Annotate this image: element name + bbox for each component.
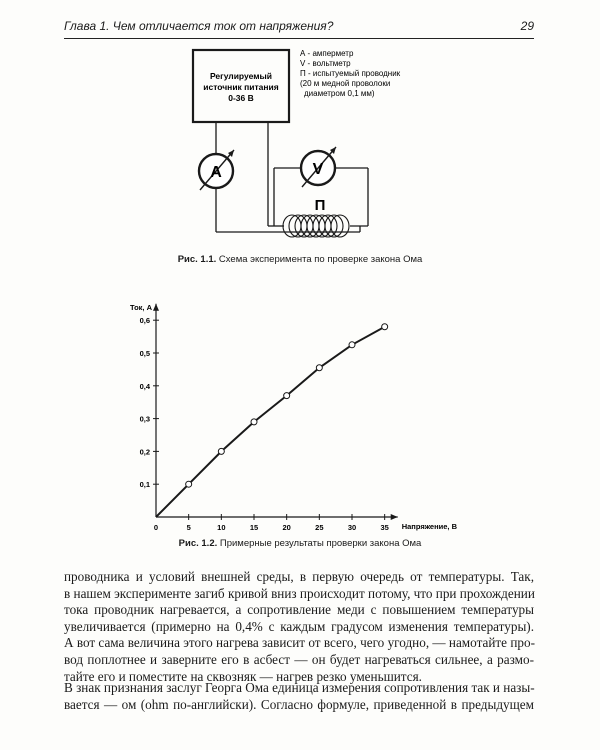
y-tick-label: 0,2	[139, 447, 150, 457]
voltmeter-symbol: V	[312, 161, 324, 178]
power-supply-label: 0-36 В	[228, 93, 254, 103]
data-point	[218, 448, 224, 454]
page-number: 29	[520, 19, 534, 33]
y-tick-label: 0,4	[139, 381, 150, 391]
legend-item: П - испытуемый проводник	[300, 69, 401, 78]
x-tick-label: 5	[186, 523, 191, 532]
legend-item: А - амперметр	[300, 49, 354, 58]
figure2-caption-text: Примерные результаты проверки закона Ома	[217, 538, 422, 549]
y-axis-label: Ток, А	[129, 302, 152, 312]
diagram-legend	[300, 49, 401, 98]
text-line: вается — ом (ohm по-английски). Согласно формуле, приведенной в предыдущем	[64, 696, 534, 712]
coil-label: П	[314, 197, 326, 214]
x-tick-label: 20	[282, 523, 291, 532]
data-point	[186, 481, 192, 487]
data-point	[382, 324, 388, 330]
text-line: в нашем эксперименте загиб кривой вниз происходит потому, что при прохождении	[64, 585, 535, 601]
voltmeter-icon	[301, 147, 336, 187]
power-supply-label: Регулируемый	[209, 71, 273, 81]
chapter-title: Глава 1. Чем отличается ток от напряжения?	[64, 19, 334, 33]
text-line: В знак признания заслуг Георга Ома единица измерения сопротивления так и назы-	[64, 680, 535, 695]
x-tick-label: 25	[315, 523, 324, 532]
y-tick-label: 0,6	[139, 316, 150, 326]
text-line: проводника и условий внешней среды, в первую очередь от температуры. Так,	[64, 569, 534, 584]
legend-item: V - вольтметр	[300, 59, 351, 68]
x-axis-arrow	[391, 514, 398, 520]
ammeter-symbol: A	[210, 164, 222, 181]
text-line: А вот сама величина этого нагрева зависит от всего, чего угодно, — намотайте про-	[64, 635, 535, 651]
x-tick-label: 0	[153, 523, 159, 532]
x-tick-label: 10	[217, 523, 226, 532]
data-point	[316, 365, 322, 371]
power-supply-label: источник питания	[203, 82, 279, 92]
data-point	[284, 393, 290, 399]
figure1-caption-text: Схема эксперимента по проверке закона Ома	[216, 254, 423, 265]
coil-icon	[283, 215, 349, 237]
x-axis-label: Напряжение, В	[401, 522, 457, 531]
text-line: тока проводник нагревается, а сопротивление меди с повышением температуры	[64, 602, 534, 618]
text-line: увеличивается (примерно на 0,4% с каждым градусом изменения температуры).	[64, 618, 534, 634]
running-header	[64, 18, 534, 39]
figure2-caption	[60, 538, 540, 549]
y-tick-label: 0,1	[139, 480, 150, 490]
x-tick-label: 15	[249, 523, 259, 532]
figure1-caption	[60, 254, 540, 265]
legend-item: (20 м медной проволоки	[300, 79, 391, 88]
paragraph-1	[64, 569, 534, 685]
ammeter-icon	[199, 150, 234, 190]
text-line: тайте его и поместите на сквозняк — нагрев резко уменьшится.	[64, 668, 422, 684]
figure1-caption-prefix: Рис. 1.1.	[177, 254, 217, 265]
x-tick-label: 30	[347, 523, 357, 532]
y-axis-arrow	[153, 304, 159, 311]
data-point	[349, 342, 355, 348]
y-tick-label: 0,5	[139, 349, 150, 358]
text-line: вод поплотнее и заверните его в асбест — он будет нагреваться сильнее, а размо-	[64, 651, 534, 667]
legend-item: диаметром 0,1 мм)	[304, 89, 375, 98]
paragraph-2	[64, 680, 534, 713]
data-point	[251, 419, 257, 425]
y-tick-label: 0,3	[139, 414, 150, 424]
x-tick-label: 35	[380, 523, 389, 532]
figure2-caption-prefix: Рис. 1.2.	[178, 538, 218, 549]
series-line	[156, 327, 385, 517]
ohm-law-chart	[100, 285, 480, 535]
circuit-diagram	[150, 40, 450, 250]
